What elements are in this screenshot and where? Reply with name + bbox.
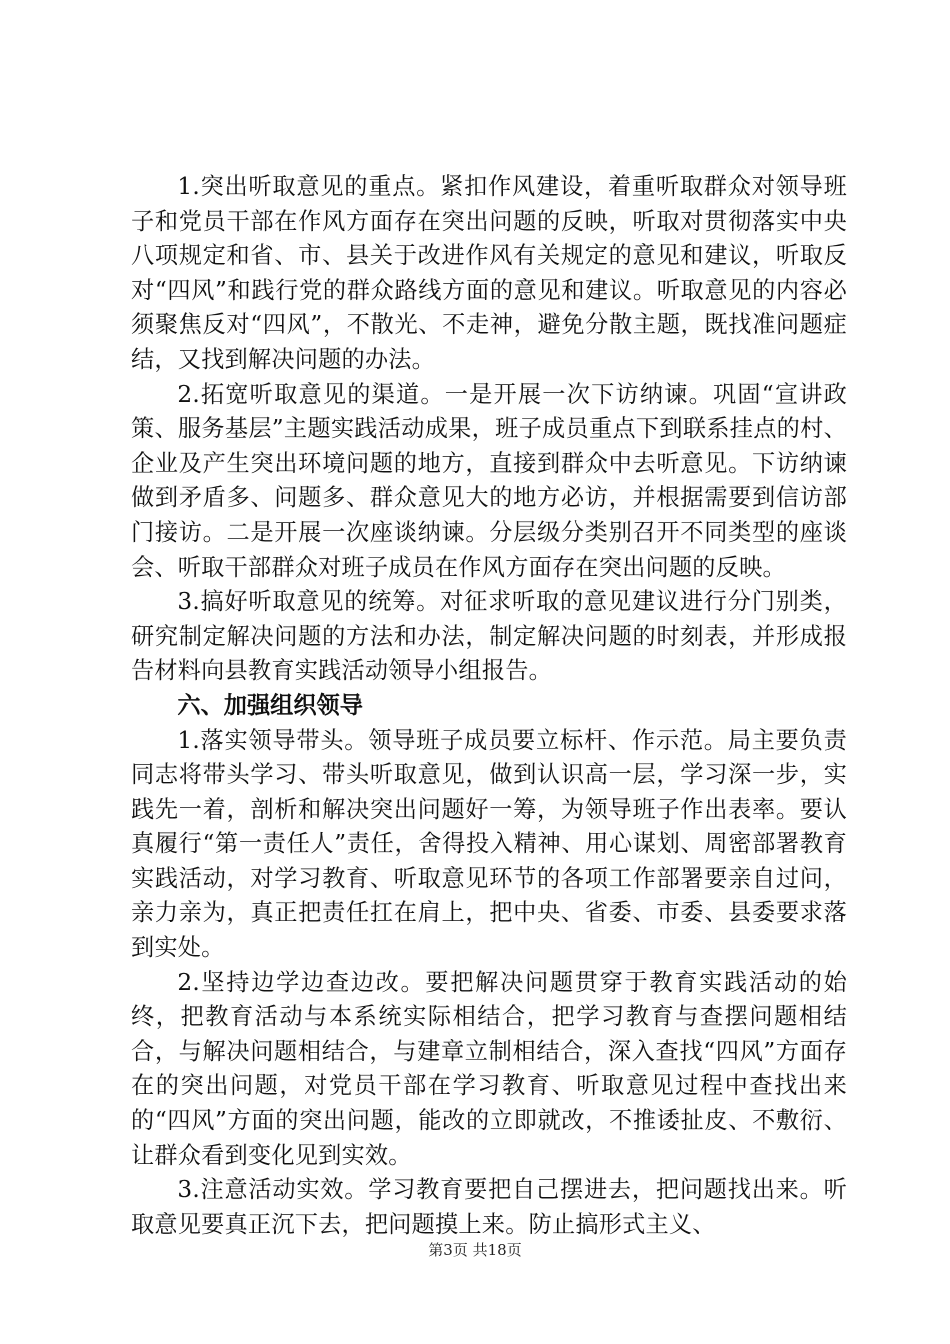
paragraph-6: 3.注意活动实效。学习教育要把自己摆进去，把问题找出来。听取意见要真正沉下去，把问题摸上来。防止搞形式主义、: [131, 1176, 847, 1238]
paragraph-5: 2.坚持边学边查边改。要把解决问题贯穿于教育实践活动的始终，把教育活动与本系统实际相结合，把学习教育与查摆问题相结合，与解决问题相结合，与建章立制相结合，深入查找“四风”方面存在的突出问题，对党员干部在学习教育、听取意见过程中查找出来的“四风”方面的突出问题，能改的立即就改，不推诿扯皮、不敷衍、让群众看到变化见到实效。: [131, 968, 847, 1169]
paragraph-2: 2.拓宽听取意见的渠道。一是开展一次下访纳谏。巩固“宣讲政策、服务基层”主题实践活动成果，班子成员重点下到联系挂点的村、企业及产生突出环境问题的地方，直接到群众中去听意见。下访纳谏做到矛盾多、问题多、群众意见大的地方必访，并根据需要到信访部门接访。二是开展一次座谈纳谏。分层级分类别召开不同类型的座谈会、听取干部群众对班子成员在作风方面存在突出问题的反映。: [131, 380, 847, 581]
paragraph-3: 3.搞好听取意见的统筹。对征求听取的意见建议进行分门别类，研究制定解决问题的方法和办法，制定解决问题的时刻表，并形成报告材料向县教育实践活动领导小组报告。: [131, 588, 847, 685]
section-heading: 六、加强组织领导: [177, 691, 363, 719]
document-body: [131, 170, 847, 1242]
paragraph-1: 1.突出听取意见的重点。紧扣作风建设，着重听取群众对领导班子和党员干部在作风方面存在突出问题的反映，听取对贯彻落实中央八项规定和省、市、县关于改进作风有关规定的意见和建议，听取反对“四风”和践行党的群众路线方面的意见和建议。听取意见的内容必须聚焦反对“四风”，不散光、不走神，避免分散主题，既找准问题症结，又找到解决问题的办法。: [131, 173, 847, 373]
page-footer: 第3页 共18页: [428, 1241, 522, 1259]
paragraph-4: 1.落实领导带头。领导班子成员要立标杆、作示范。局主要负责同志将带头学习、带头听取意见，做到认识高一层，学习深一步，实践先一着，剖析和解决突出问题好一筹，为领导班子作出表率。要认真履行“第一责任人”责任，舍得投入精神、用心谋划、周密部署教育实践活动，对学习教育、听取意见环节的各项工作部署要亲自过问，亲力亲为，真正把责任扛在肩上，把中央、省委、市委、县委要求落到实处。: [131, 726, 847, 962]
